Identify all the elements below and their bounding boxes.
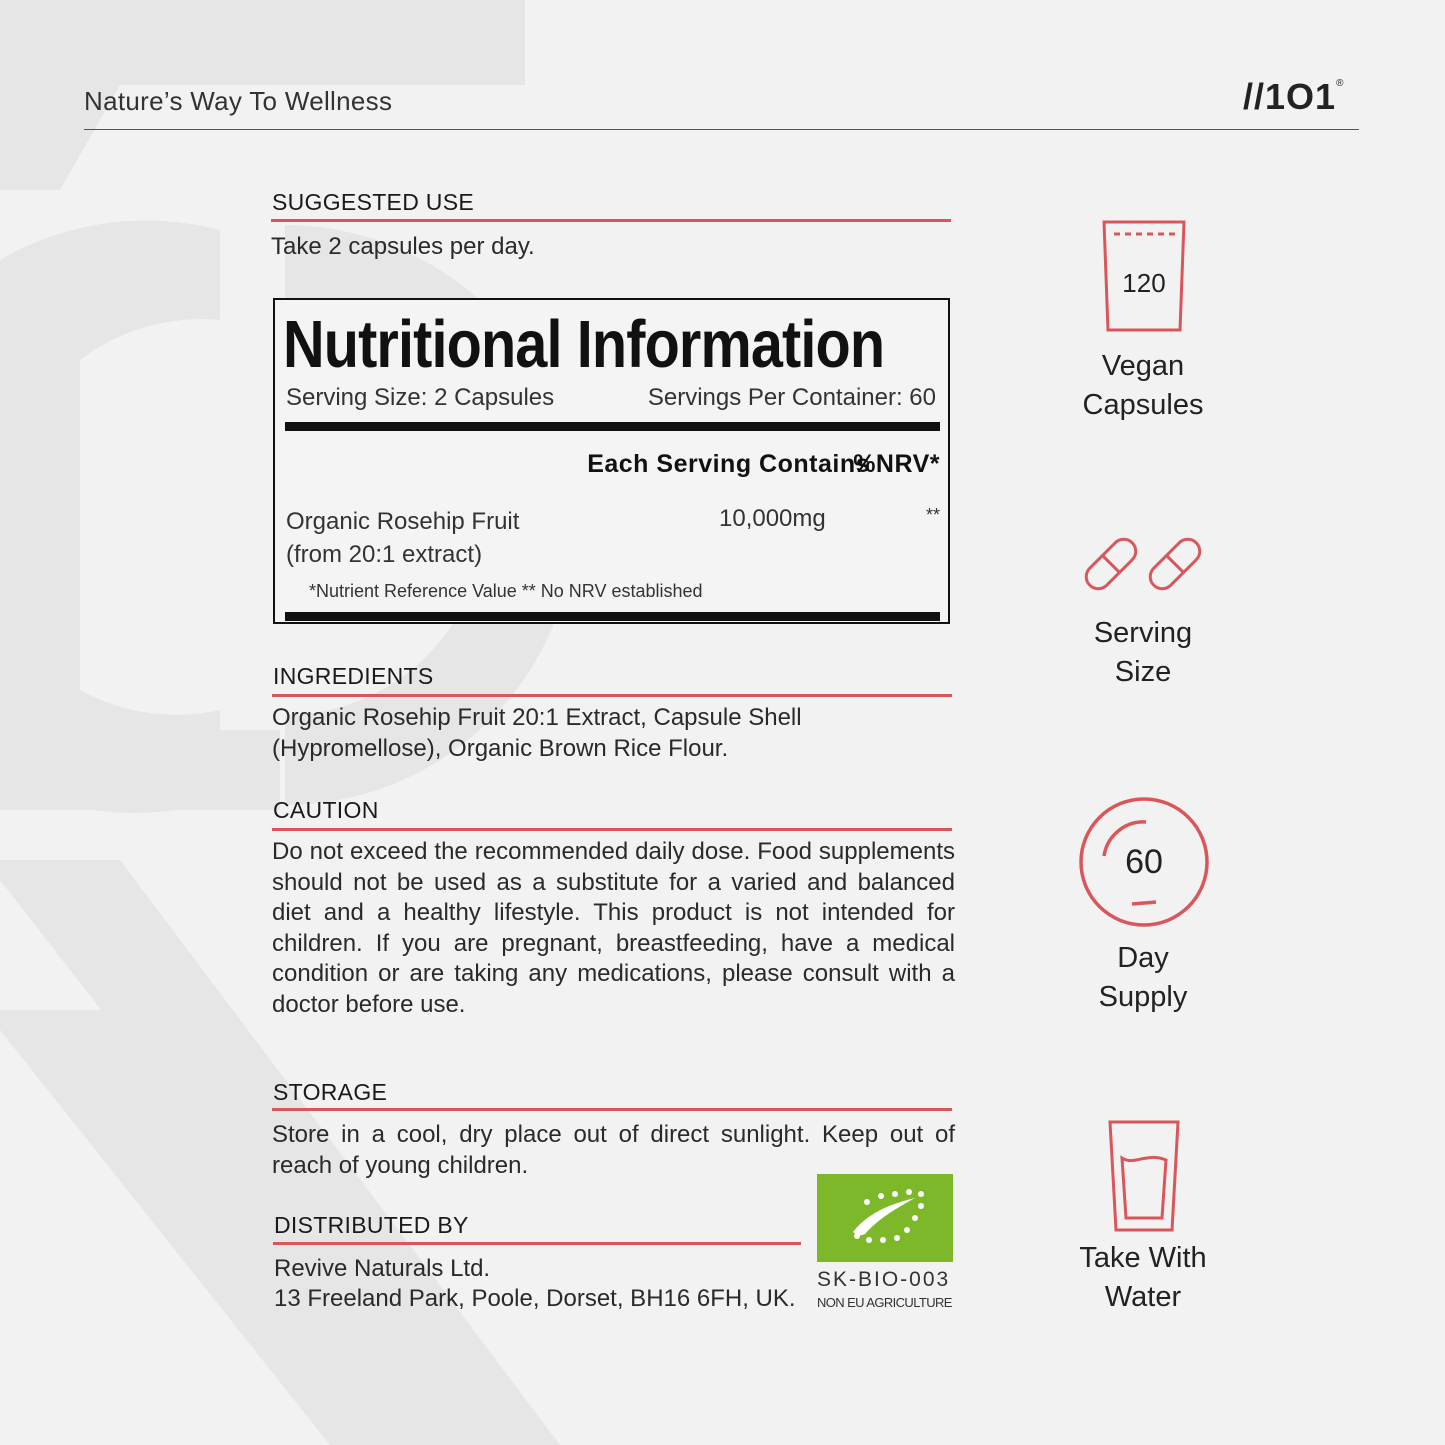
water-glass-icon: [1106, 1118, 1182, 1234]
suggested-use-text: Take 2 capsules per day.: [271, 233, 535, 260]
header-divider: [84, 129, 1359, 130]
take-with-water-label: [1013, 1239, 1273, 1317]
storage-text: Store in a cool, dry place out of direct sunlight. Keep out of reach of young children.: [272, 1121, 955, 1179]
nutrition-title: Nutritional Information: [283, 307, 885, 382]
nutrient-amount: 10,000mg: [719, 505, 826, 532]
serving-size-label: [1013, 614, 1273, 692]
distributor-address: 13 Freeland Park, Poole, Dorset, BH16 6FH, UK.: [274, 1285, 796, 1312]
certification-code: SK-BIO-003: [817, 1268, 951, 1291]
caution-heading: CAUTION: [273, 797, 379, 823]
nutrient-nrv: **: [925, 505, 940, 525]
each-serving-header: Each Serving Contains: [587, 450, 870, 478]
storage-heading: STORAGE: [273, 1079, 388, 1105]
registered-mark: ®: [1336, 78, 1345, 89]
day-supply-label-line1: Day: [1117, 942, 1169, 974]
vegan-capsules-label-line2: Capsules: [1082, 389, 1204, 421]
days-count: 60: [1125, 843, 1163, 881]
suggested-use-heading: SUGGESTED USE: [272, 189, 474, 215]
nutrition-divider-bottom: [285, 612, 940, 621]
take-with-water-label-line2: Water: [1104, 1281, 1182, 1313]
suggested-use-rule: [271, 219, 951, 222]
serving-size: Serving Size: 2 Capsules: [286, 384, 555, 411]
eu-organic-leaf-icon: [817, 1174, 953, 1262]
certification-origin: NON EU AGRICULTURE: [817, 1295, 952, 1310]
take-with-water-label-line1: Take With: [1079, 1242, 1207, 1274]
nutrient-name-line2: (from 20:1 extract): [286, 541, 483, 568]
nutrient-name: [286, 505, 519, 571]
ingredients-text: Organic Rosehip Fruit 20:1 Extract, Capsule Shell (Hypromellose), Organic Brown Rice Flour.: [272, 704, 802, 762]
vegan-capsules-label-line1: Vegan: [1101, 350, 1185, 382]
nutrition-panel: [273, 298, 950, 624]
brand-logo: [1243, 76, 1344, 118]
nrv-header: %NRV*: [853, 450, 940, 478]
nutrient-name-line1: Organic Rosehip Fruit: [286, 508, 520, 535]
distributor-name: Revive Naturals Ltd.: [274, 1255, 491, 1282]
nrv-footnote: *Nutrient Reference Value ** No NRV established: [309, 581, 703, 601]
caution-text: Do not exceed the recommended daily dose. Food supplements should not be used as a substitute for a varied and balanced diet and a healthy lifestyle. This product is not intended for children. If you are pregnant, breastfeeding, have a medical condition or are taking any medications, please consult with a doctor before use.: [272, 838, 955, 1018]
servings-per-container: Servings Per Container: 60: [647, 384, 936, 411]
serving-size-label-line2: Size: [1114, 656, 1172, 688]
distributor-rule: [273, 1242, 801, 1245]
nutrition-divider-top: [285, 422, 940, 431]
tagline: Nature’s Way To Wellness: [84, 86, 393, 116]
storage-rule: [272, 1108, 952, 1111]
capsules-icon: [1075, 524, 1215, 604]
caution-rule: [272, 828, 952, 831]
day-supply-label: [1013, 939, 1273, 1017]
day-supply-label-line2: Supply: [1098, 981, 1188, 1013]
brand-logo-text: //1O1: [1243, 76, 1337, 117]
capsule-count: 120: [1122, 268, 1166, 298]
ingredients-rule: [272, 694, 952, 697]
ingredients-heading: INGREDIENTS: [273, 663, 434, 689]
vegan-capsules-label: [1013, 347, 1273, 425]
serving-size-label-line1: Serving: [1093, 617, 1193, 649]
distributor-heading: DISTRIBUTED BY: [274, 1212, 469, 1238]
